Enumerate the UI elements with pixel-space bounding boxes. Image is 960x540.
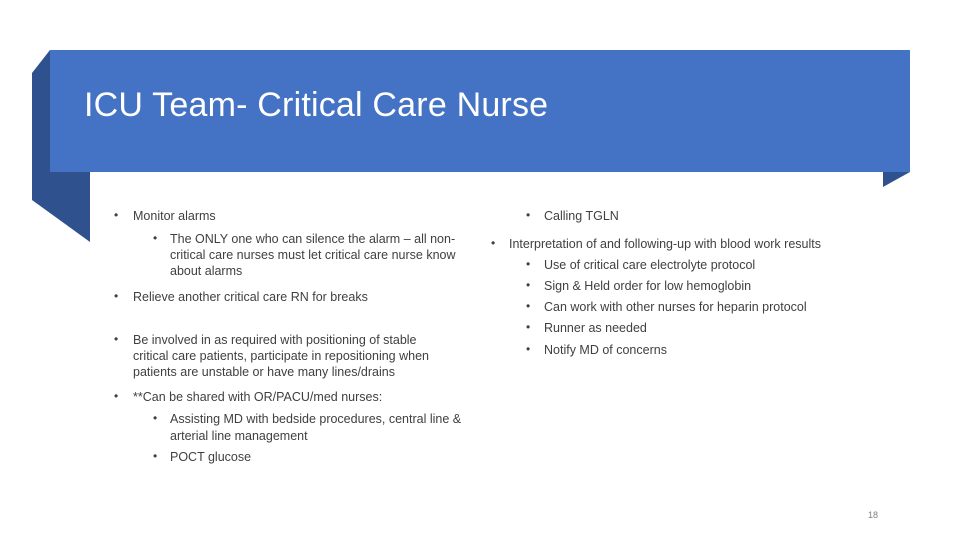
item-relieve-rn: Relieve another critical care RN for breaks [133, 290, 368, 304]
item-calling-tgln: Calling TGLN [544, 209, 619, 223]
bullet-icon: • [526, 299, 531, 313]
page-number: 18 [868, 510, 879, 520]
bullet-icon: • [526, 278, 531, 292]
list-item: Sign & Held order for low hemoglobin [544, 279, 752, 293]
bullet-icon: • [526, 257, 531, 271]
item-assisting-line1: Assisting MD with bedside procedures, central line & [170, 412, 462, 426]
right-decor-shape [883, 172, 910, 187]
item-silence-alarm-line2: critical care nurses must let critical care nurse know [170, 248, 456, 262]
bullet-icon: • [526, 320, 531, 334]
item-shared: **Can be shared with OR/PACU/med nurses: [133, 390, 383, 404]
bullet-icon: • [526, 208, 531, 222]
list-item: Notify MD of concerns [544, 343, 667, 357]
item-interpretation: Interpretation of and following-up with blood work results [509, 237, 821, 251]
bullet-icon: • [153, 449, 158, 463]
list-item: Use of critical care electrolyte protocol [544, 258, 756, 272]
item-silence-alarm-line3: about alarms [170, 264, 243, 278]
bullet-icon: • [491, 236, 496, 250]
bullet-icon: • [114, 289, 119, 303]
list-item: Runner as needed [544, 321, 647, 335]
bullet-icon: • [153, 231, 158, 245]
bullet-icon: • [114, 208, 119, 222]
list-item: Can work with other nurses for heparin protocol [544, 300, 807, 314]
bullet-icon: • [526, 342, 531, 356]
item-positioning-line2: critical care patients, participate in repositioning when [133, 349, 429, 363]
item-poct: POCT glucose [170, 450, 252, 464]
slide-title: ICU Team- Critical Care Nurse [84, 86, 549, 124]
bullet-icon: • [114, 332, 119, 346]
item-positioning-line3: patients are unstable or have many lines/drains [133, 365, 395, 379]
item-monitor-alarms: Monitor alarms [133, 209, 216, 223]
item-positioning-line1: Be involved in as required with positioning of stable [133, 333, 417, 347]
bullet-icon: • [153, 411, 158, 425]
bullet-icon: • [114, 389, 119, 403]
item-silence-alarm-line1: The ONLY one who can silence the alarm – all non- [170, 232, 456, 246]
item-assisting-line2: arterial line management [170, 429, 308, 443]
